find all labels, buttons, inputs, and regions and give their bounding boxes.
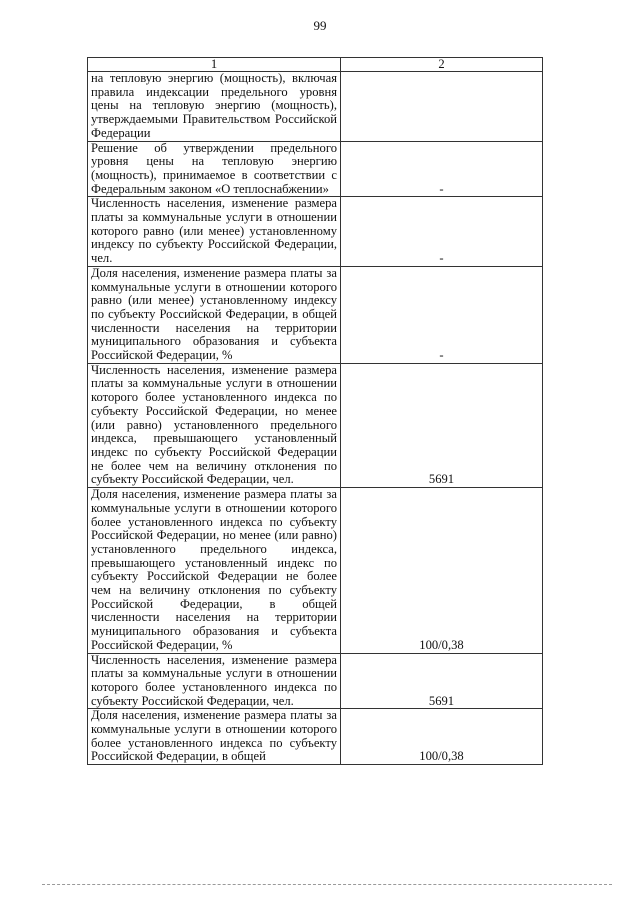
page-number: 99 xyxy=(313,18,327,33)
table-row xyxy=(88,488,543,653)
table-row xyxy=(88,709,543,765)
row-value: - xyxy=(341,141,543,197)
scan-artifact-line xyxy=(42,884,612,889)
row-description: Численность населения, изменение размера платы за коммунальные услуги в отношении которого более установленного индекса по субъекту Российской Федерации, чел. xyxy=(88,653,341,709)
row-value: - xyxy=(341,266,543,363)
row-description: Решение об утверждении предельного уровня цены на тепловую энергию (мощность), принимаемое в соответствии с Федеральным законом «О теплоснабжении» xyxy=(88,141,341,197)
row-description: Численность населения, изменение размера платы за коммунальные услуги в отношении которого более установленного индекса по субъекту Российской Федерации, но менее (или равно) установленного предельного индекса, превышающего установленный индекс по субъекту Российской Федерации не более чем на величину отклонения по субъекту Российской Федерации, чел. xyxy=(88,363,341,487)
table-row xyxy=(88,197,543,267)
row-value xyxy=(341,72,543,142)
row-description: Доля населения, изменение размера платы за коммунальные услуги в отношении которого равно (или менее) установленному индексу по субъекту Российской Федерации, в общей численности населения на территории муниципального образования и субъекта Российской Федерации, % xyxy=(88,266,341,363)
row-value: 100/0,38 xyxy=(341,488,543,653)
row-description: Доля населения, изменение размера платы за коммунальные услуги в отношении которого более установленного индекса по субъекту Российской Федерации, в общей xyxy=(88,709,341,765)
column-header-2: 2 xyxy=(341,58,543,72)
row-value: - xyxy=(341,197,543,267)
table-header-row xyxy=(88,58,543,72)
column-header-1: 1 xyxy=(88,58,341,72)
row-value: 100/0,38 xyxy=(341,709,543,765)
table-row xyxy=(88,266,543,363)
indicator-table xyxy=(87,57,543,765)
row-description: Численность населения, изменение размера платы за коммунальные услуги в отношении которого равно (или менее) установленному индексу по субъекту Российской Федерации, чел. xyxy=(88,197,341,267)
table-row xyxy=(88,363,543,487)
row-description: на тепловую энергию (мощность), включая правила индексации предельного уровня цены на тепловую энергию (мощность), утверждаемыми Правительством Российской Федерации xyxy=(88,72,341,142)
row-value: 5691 xyxy=(341,363,543,487)
table-row xyxy=(88,653,543,709)
table-row xyxy=(88,141,543,197)
row-description: Доля населения, изменение размера платы за коммунальные услуги в отношении которого более установленного индекса по субъекту Российской Федерации, но менее (или равно) установленного предельного индекса, превышающего установленный индекс по субъекту Российской Федерации не более чем на величину отклонения по субъекту Российской Федерации, в общей численности населения на территории муниципального образования и субъекта Российской Федерации, % xyxy=(88,488,341,653)
row-value: 5691 xyxy=(341,653,543,709)
table-row xyxy=(88,72,543,142)
